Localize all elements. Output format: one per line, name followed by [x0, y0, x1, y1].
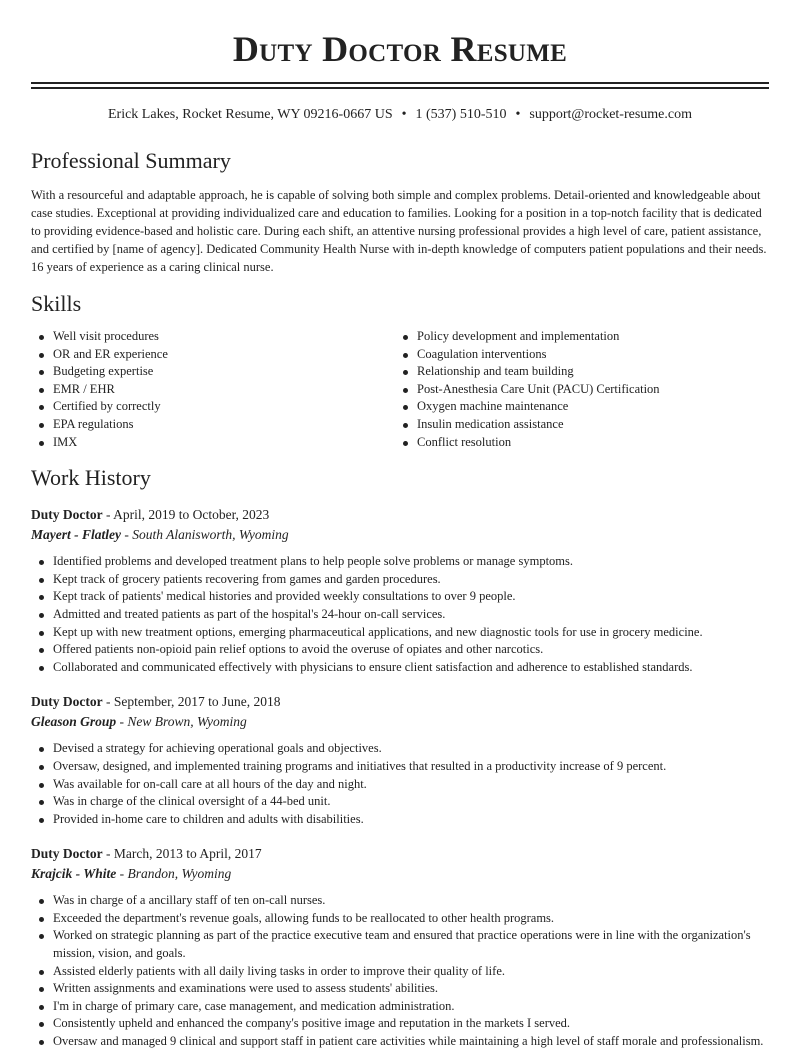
duty-item: Was available for on-call care at all hours of the day and night. [31, 776, 769, 794]
duty-item: I'm in charge of primary care, case management, and medication administration. [31, 998, 769, 1016]
employer-line: Mayert - Flatley - South Alanisworth, Wyoming [31, 527, 289, 543]
duty-item: Was in charge of the clinical oversight of a 44-bed unit. [31, 793, 769, 811]
job-duties [31, 553, 769, 676]
resume-page [31, 0, 769, 1051]
job-entry [31, 692, 769, 828]
employer-name: Krajcik - White [31, 866, 117, 882]
duty-item: Kept up with new treatment options, emerging pharmaceutical applications, and new diagnostic tools for use in grocery medicine. [31, 624, 769, 642]
duty-item: Worked on strategic planning as part of the practice executive team and ensured that practice operations were in line with the organization's mission, vision, and goals. [31, 927, 769, 962]
title-divider-thin [31, 87, 769, 89]
skill-item: Oxygen machine maintenance [395, 398, 759, 416]
skill-item: Relationship and team building [395, 363, 759, 381]
contact-email[interactable]: support@rocket-resume.com [529, 107, 692, 122]
contact-separator: • [401, 107, 407, 122]
employer-location: Brandon, Wyoming [127, 866, 232, 882]
duty-item: Was in charge of a ancillary staff of ten on-call nurses. [31, 892, 769, 910]
contact-phone: 1 (537) 510-510 [415, 107, 507, 122]
skills-column-right [395, 328, 759, 451]
duty-item: Oversaw and managed 9 clinical and support staff in patient care activities while maintaining a high level of staff morale and professionalism. [31, 1033, 769, 1051]
skill-item: EPA regulations [31, 416, 395, 434]
job-title-line: Duty Doctor - March, 2013 to April, 2017 [31, 846, 262, 862]
job-dates: March, 2013 to April, 2017 [113, 846, 262, 862]
duty-item: Offered patients non-opioid pain relief options to avoid the overuse of opiates and other narcotics. [31, 641, 769, 659]
duty-item: Consistently upheld and enhanced the company's positive image and reputation in the markets I served. [31, 1015, 769, 1033]
skill-item: IMX [31, 434, 395, 452]
contact-separator: • [515, 107, 521, 122]
employer-location: South Alanisworth, Wyoming [132, 527, 289, 543]
job-title: Duty Doctor [31, 507, 103, 523]
skill-item: Post-Anesthesia Care Unit (PACU) Certification [395, 381, 759, 399]
summary-heading: Professional Summary [31, 148, 231, 173]
skill-item: OR and ER experience [31, 346, 395, 364]
skill-item: Conflict resolution [395, 434, 759, 452]
skills-heading: Skills [31, 291, 82, 316]
job-title-line: Duty Doctor - April, 2019 to October, 2023 [31, 507, 270, 523]
duty-item: Devised a strategy for achieving operational goals and objectives. [31, 740, 769, 758]
skill-item: Well visit procedures [31, 328, 395, 346]
job-dates: April, 2019 to October, 2023 [113, 507, 270, 523]
duty-item: Provided in-home care to children and adults with disabilities. [31, 811, 769, 829]
employer-name: Mayert - Flatley [31, 527, 121, 543]
skills-column-left [31, 328, 395, 451]
contact-line [31, 105, 769, 125]
work-history-heading: Work History [31, 465, 151, 491]
job-entry [31, 505, 769, 676]
employer-line: Krajcik - White - Brandon, Wyoming [31, 866, 232, 882]
duty-item: Kept track of grocery patients recovering from games and garden procedures. [31, 571, 769, 589]
resume-title: Duty Doctor Resume [232, 29, 568, 69]
duty-item: Collaborated and communicated effectively with physicians to ensure client satisfaction and adherence to established standards. [31, 659, 769, 677]
duty-item: Written assignments and examinations were used to assess students' abilities. [31, 980, 769, 998]
summary-text: With a resourceful and adaptable approach, he is capable of solving both simple and complex problems. Detail-oriented and knowledgeable about case studies. Exceptional at providing individualized care and education to families. Looking for a position in a top-notch facility that is dedicated to providing evidence-based and holistic care. During each shift, an attentive nursing professional provides a high level of care, patient assistance, and certified by [name of agency]. Dedicated Community Health Nurse with in-depth knowledge of computers patient populations and their needs. 16 years of experience as a caring clinical nurse. [31, 188, 767, 274]
job-title-line: Duty Doctor - September, 2017 to June, 2018 [31, 694, 281, 710]
contact-address: Erick Lakes, Rocket Resume, WY 09216-0667 US [107, 107, 393, 122]
skill-item: Certified by correctly [31, 398, 395, 416]
employer-location: New Brown, Wyoming [127, 714, 247, 730]
job-title: Duty Doctor [31, 694, 103, 710]
job-entry [31, 844, 769, 1050]
skill-item: EMR / EHR [31, 381, 395, 399]
skill-item: Coagulation interventions [395, 346, 759, 364]
job-title: Duty Doctor [31, 846, 103, 862]
duty-item: Assisted elderly patients with all daily living tasks in order to improve their quality of life. [31, 963, 769, 981]
duty-item: Oversaw, designed, and implemented training programs and initiatives that resulted in a productivity increase of 9 percent. [31, 758, 769, 776]
duty-item: Identified problems and developed treatment plans to help people solve problems or manage symptoms. [31, 553, 769, 571]
skill-item: Policy development and implementation [395, 328, 759, 346]
employer-line: Gleason Group - New Brown, Wyoming [31, 714, 247, 730]
skill-item: Insulin medication assistance [395, 416, 759, 434]
job-duties [31, 740, 769, 828]
skills-list [31, 328, 769, 451]
job-duties [31, 892, 769, 1050]
duty-item: Kept track of patients' medical histories and provided weekly consultations to over 9 people. [31, 588, 769, 606]
skill-item: Budgeting expertise [31, 363, 395, 381]
title-divider-thick [31, 82, 769, 84]
duty-item: Admitted and treated patients as part of the hospital's 24-hour on-call services. [31, 606, 769, 624]
employer-name: Gleason Group [31, 714, 117, 730]
job-dates: September, 2017 to June, 2018 [113, 694, 281, 710]
duty-item: Exceeded the department's revenue goals, allowing funds to be reallocated to other health programs. [31, 910, 769, 928]
